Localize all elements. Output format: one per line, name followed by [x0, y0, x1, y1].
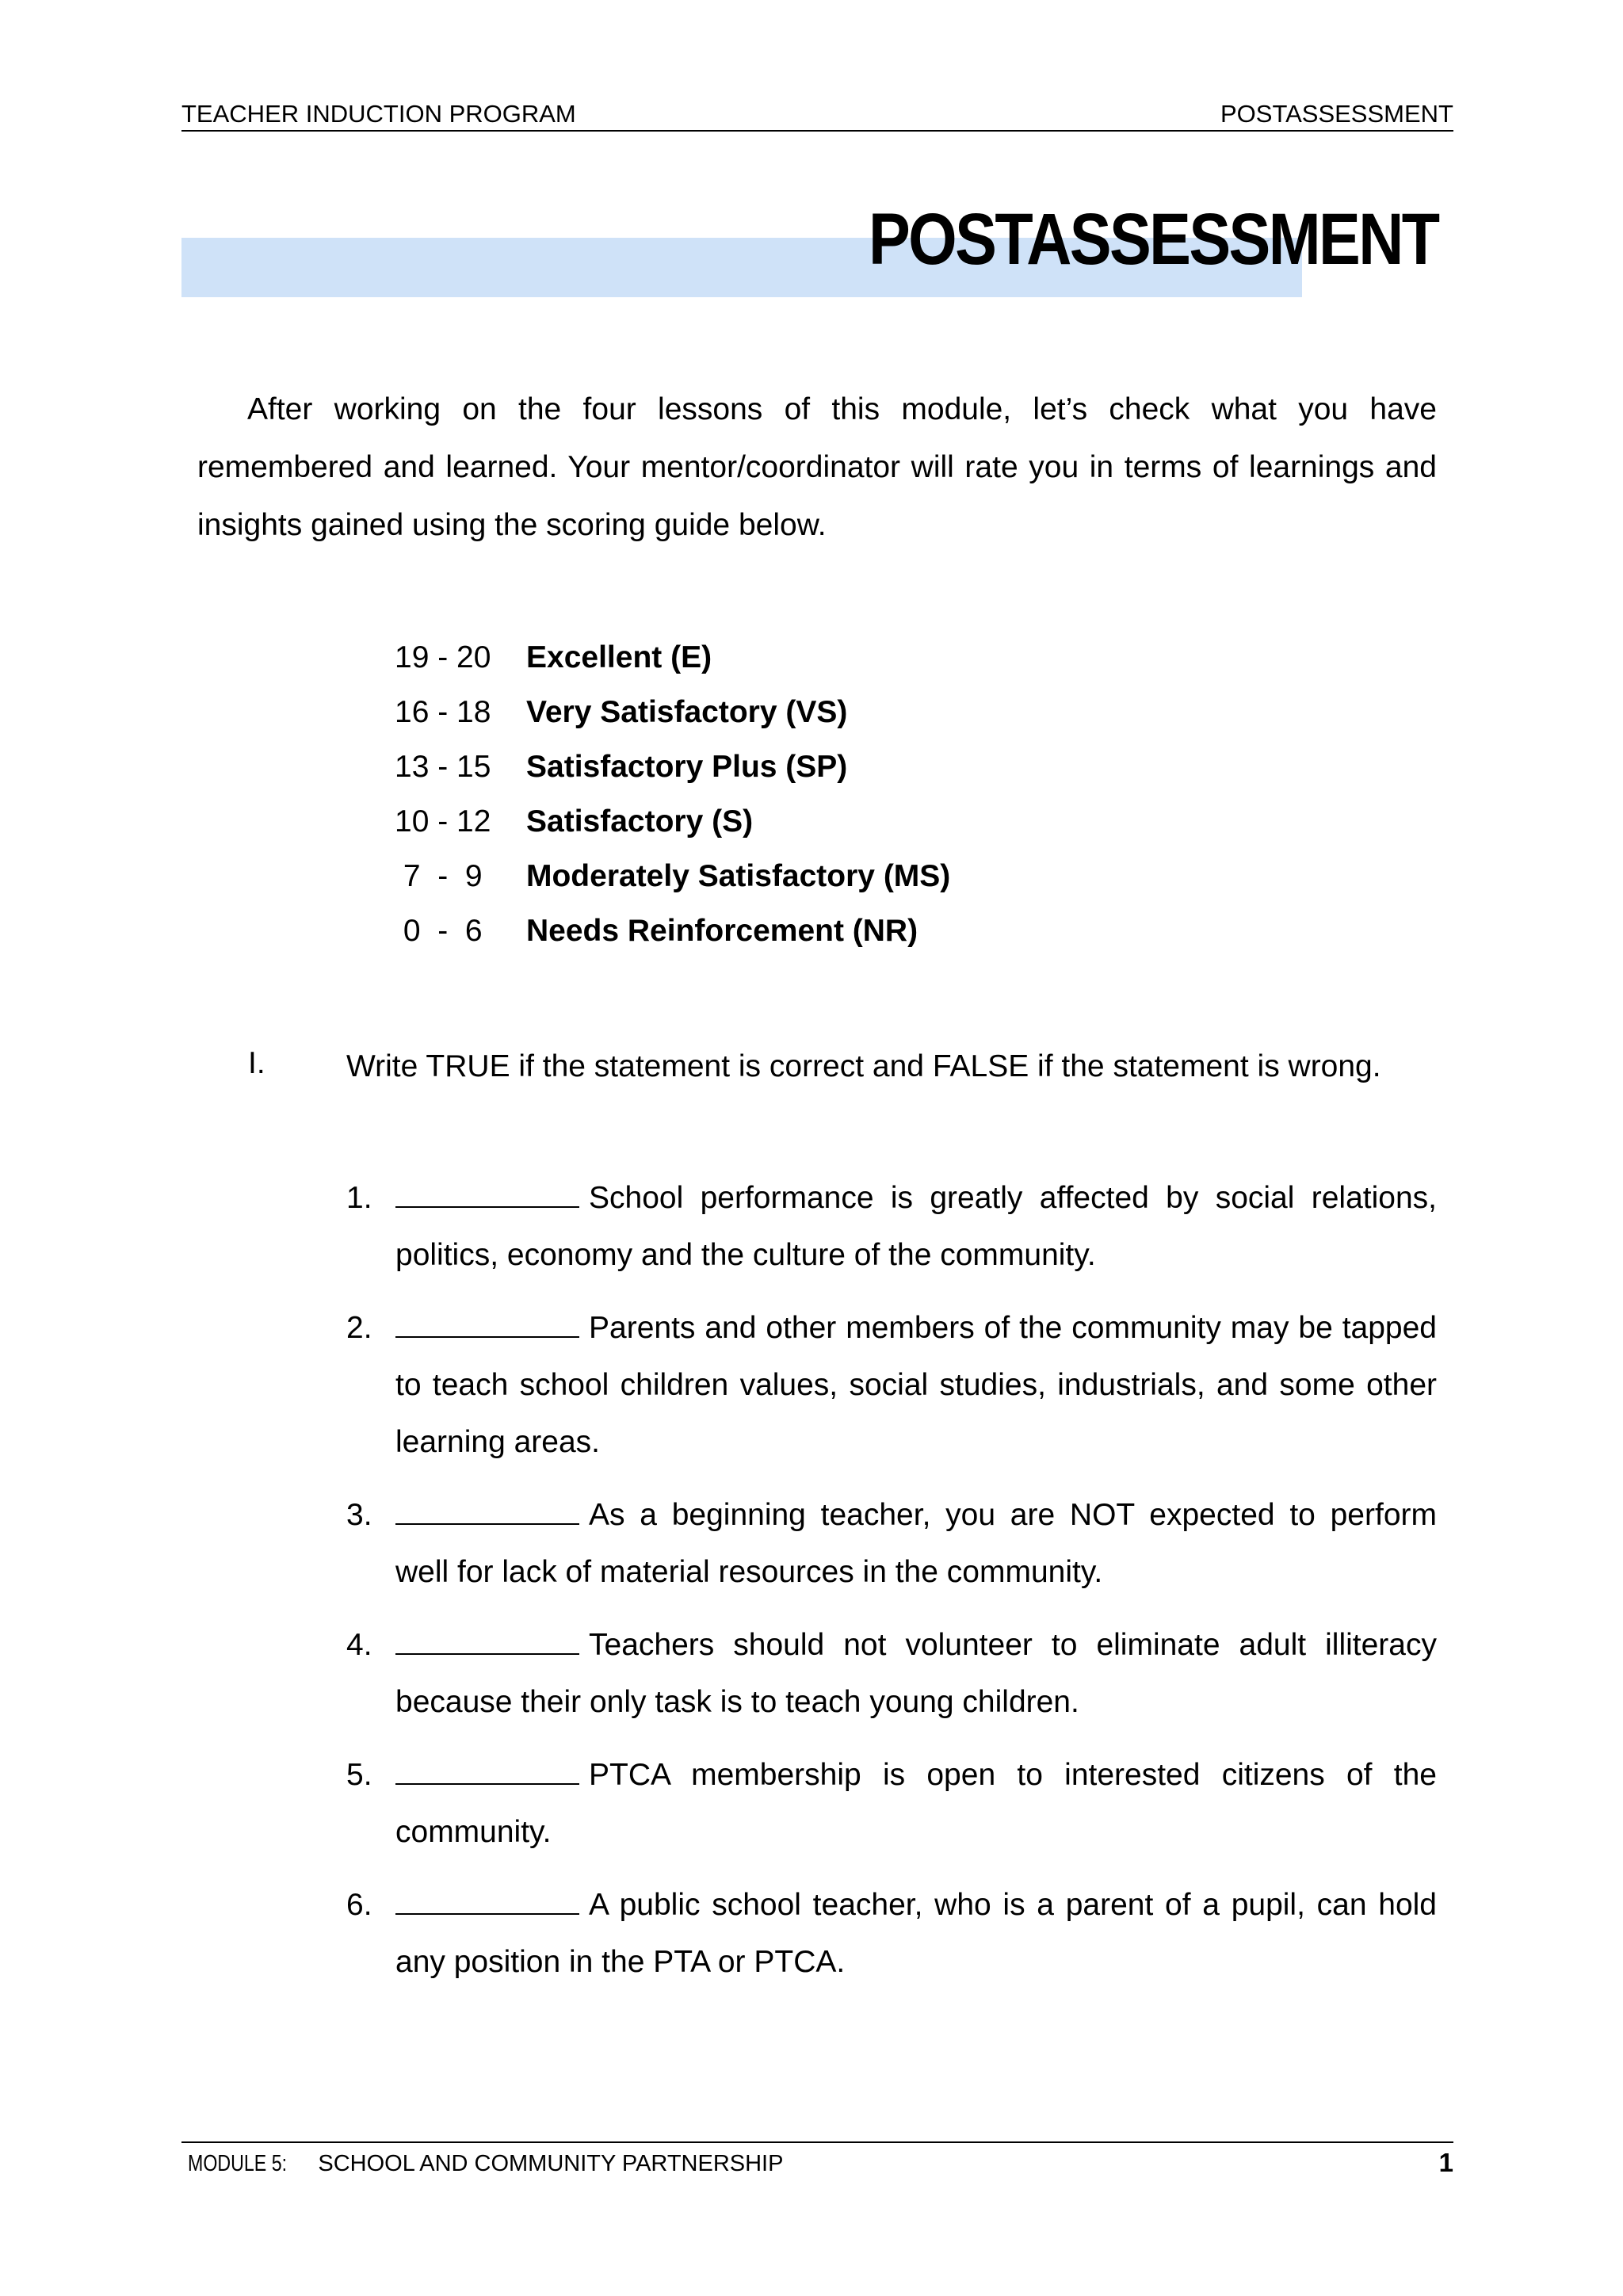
list-item: [346, 1877, 1437, 1991]
score-range: 10 - 12: [395, 804, 491, 839]
list-item: [346, 1300, 1437, 1471]
scoring-guide: [395, 640, 1108, 968]
score-label: Satisfactory (S): [526, 804, 754, 839]
footer-module-number: MODULE 5:: [188, 2151, 288, 2176]
page-number: 1: [1438, 2148, 1453, 2177]
footer-module-title: [188, 2151, 783, 2177]
item-text: Parents and other members of the community may be tapped to teach school children values, social studies, industrials, and some other learning areas.: [395, 1311, 1437, 1459]
answer-blank[interactable]: [395, 1498, 579, 1525]
list-item: [346, 1487, 1437, 1601]
true-false-items: [346, 1170, 1437, 2007]
answer-blank[interactable]: [395, 1628, 579, 1655]
score-range: 16 - 18: [395, 695, 491, 729]
answer-blank[interactable]: [395, 1758, 579, 1785]
scoring-row: [395, 695, 1108, 750]
answer-blank[interactable]: [395, 1181, 579, 1208]
answer-blank[interactable]: [395, 1311, 579, 1338]
item-text: A public school teacher, who is a parent of a pupil, can hold any position in the PTA or PTCA.: [395, 1888, 1437, 1979]
score-range: 0 - 6: [395, 914, 483, 948]
scoring-row: [395, 859, 1108, 914]
footer-module-name: SCHOOL AND COMMUNITY PARTNERSHIP: [318, 2151, 784, 2176]
footer-rule: [181, 2141, 1453, 2143]
intro-text: After working on the four lessons of this module, let’s check what you have remembered and learned. Your mentor/coordinator will rate you in terms of learnings and insights gained using the scoring guide below.: [197, 392, 1437, 542]
page-title: POSTASSESSMENT: [869, 199, 1438, 280]
scoring-row: [395, 750, 1108, 804]
item-text: PTCA membership is open to interested citizens of the community.: [395, 1758, 1437, 1849]
item-number: 2.: [346, 1311, 372, 1345]
score-label: Needs Reinforcement (NR): [526, 914, 918, 948]
section-instruction: Write TRUE if the statement is correct and FALSE if the statement is wrong.: [346, 1049, 1381, 1083]
item-number: 5.: [346, 1758, 372, 1792]
page-header: [181, 98, 1453, 132]
item-text: As a beginning teacher, you are NOT expected to perform well for lack of material resources in the community.: [395, 1498, 1437, 1589]
answer-blank[interactable]: [395, 1888, 579, 1915]
scoring-row: [395, 914, 1108, 968]
score-range: 13 - 15: [395, 750, 491, 784]
list-item: [346, 1170, 1437, 1284]
item-number: 3.: [346, 1498, 372, 1532]
item-number: 1.: [346, 1181, 372, 1215]
item-text: Teachers should not volunteer to eliminate adult illiteracy because their only task is to teach young children.: [395, 1628, 1437, 1719]
item-text: School performance is greatly affected by social relations, politics, economy and the culture of the community.: [395, 1181, 1437, 1272]
score-label: Satisfactory Plus (SP): [526, 750, 848, 784]
scoring-row: [395, 804, 1108, 859]
header-program-name: TEACHER INDUCTION PROGRAM: [181, 100, 576, 128]
score-label: Excellent (E): [526, 640, 712, 674]
list-item: [346, 1747, 1437, 1861]
header-section-name: POSTASSESSMENT: [1220, 100, 1453, 128]
score-label: Very Satisfactory (VS): [526, 695, 848, 729]
item-number: 6.: [346, 1888, 372, 1922]
section-number: I.: [248, 1046, 265, 1080]
list-item: [346, 1617, 1437, 1731]
item-number: 4.: [346, 1628, 372, 1662]
scoring-row: [395, 640, 1108, 695]
score-range: 7 - 9: [395, 859, 483, 893]
score-range: 19 - 20: [395, 640, 491, 674]
score-label: Moderately Satisfactory (MS): [526, 859, 951, 893]
intro-paragraph: [197, 380, 1437, 554]
